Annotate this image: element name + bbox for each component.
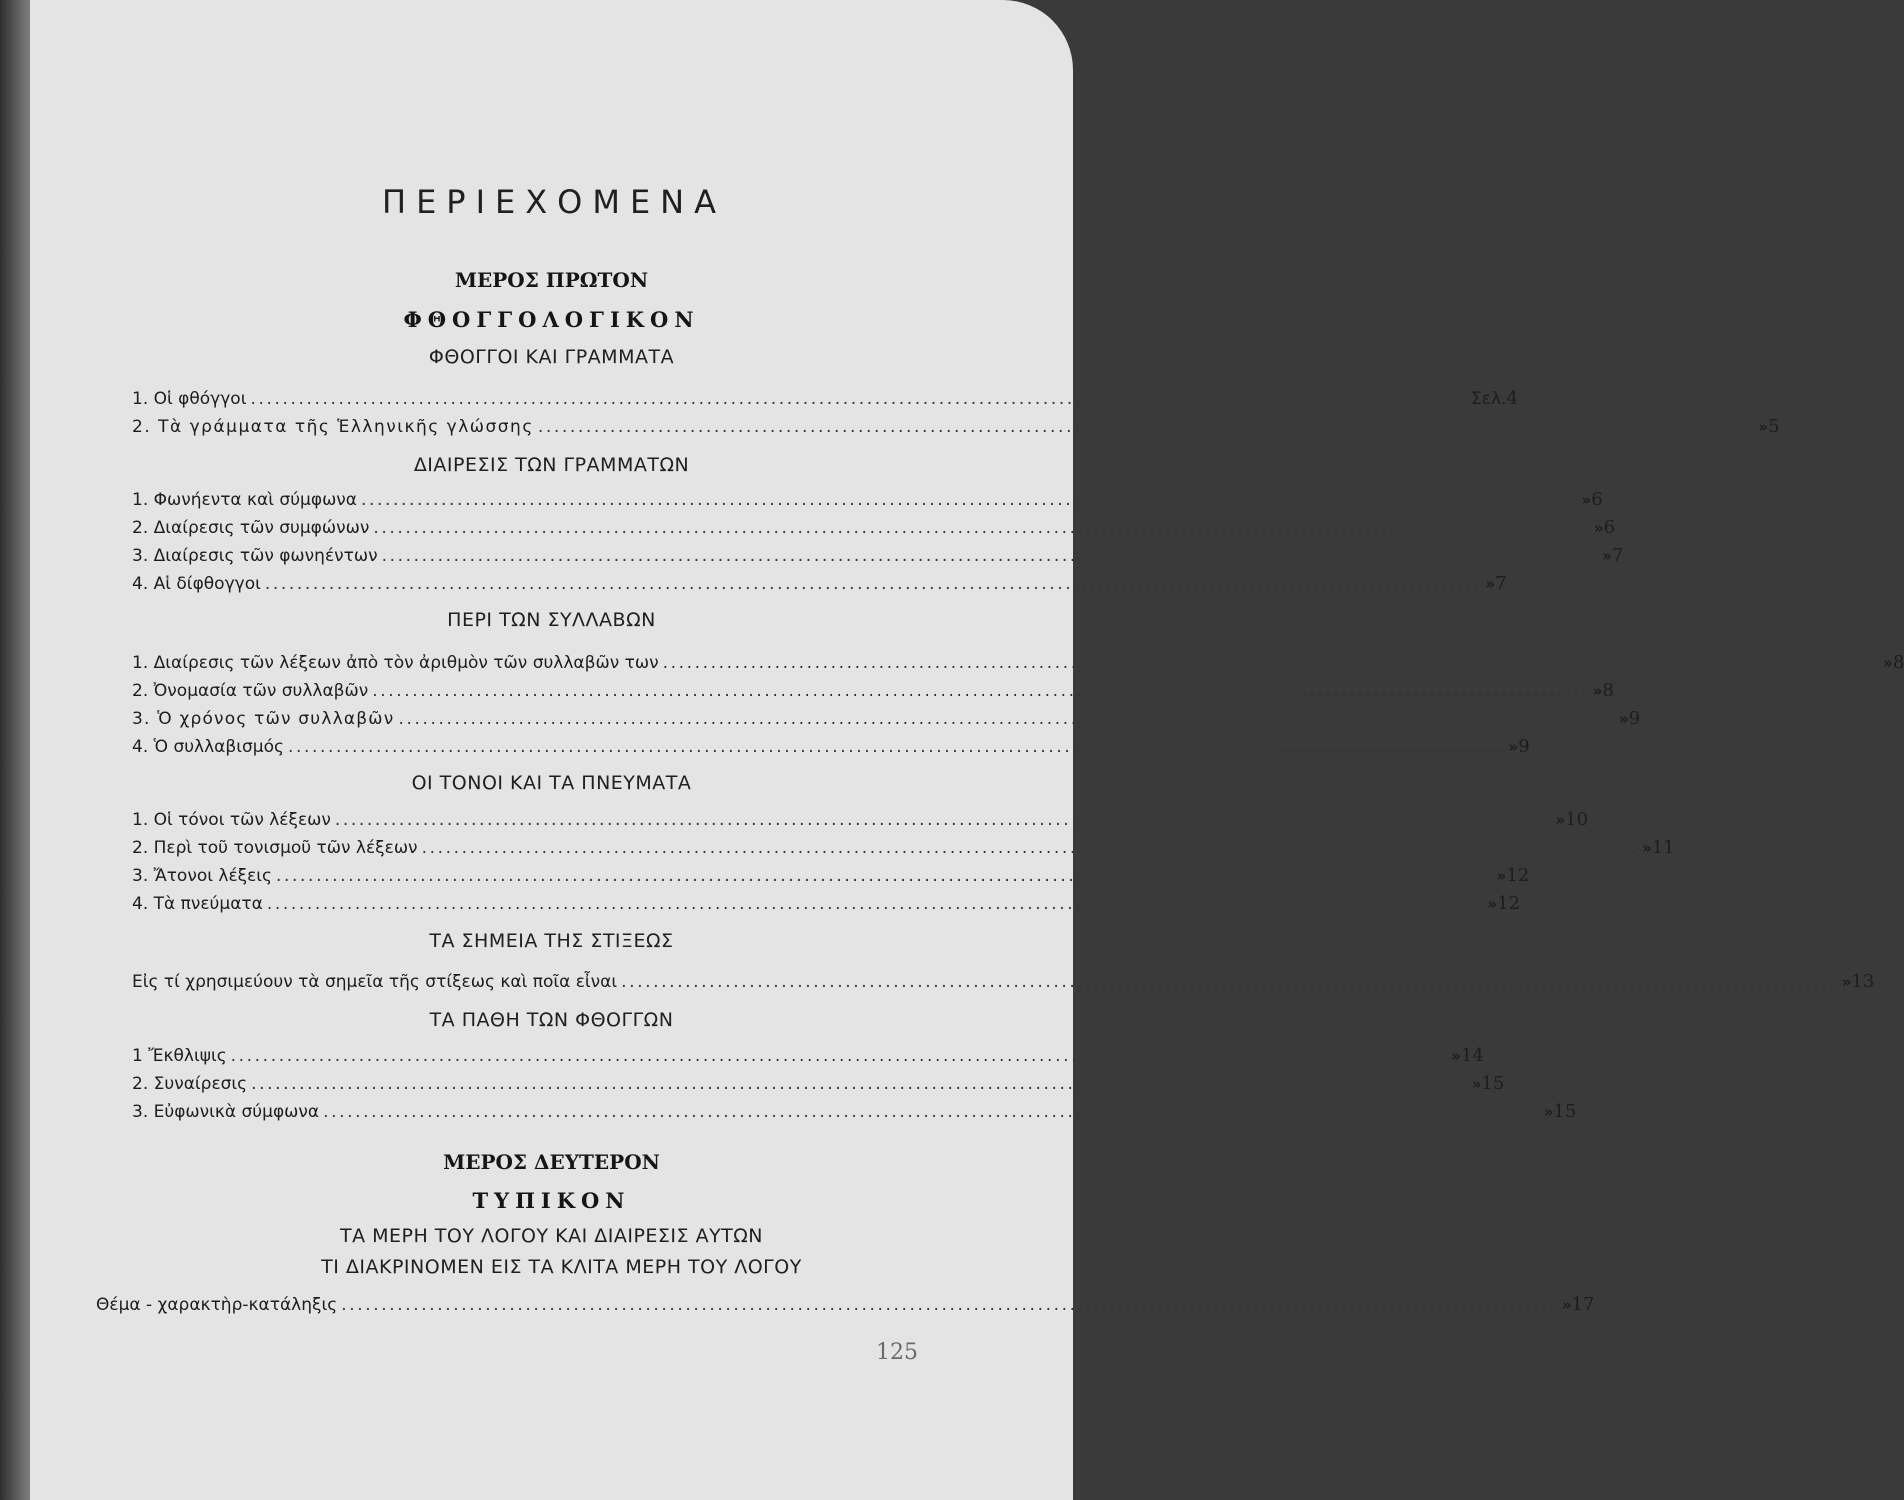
section-heading: ΔΙΑΙΡΕΣΙΣ ΤΩΝ ΓΡΑΜΜΑΤΩΝ <box>413 454 690 476</box>
toc-entry[interactable] <box>132 1071 1505 1097</box>
section-heading-line2: ΤΙ ΔΙΑΚΡΙΝΟΜΕΝ ΕΙΣ ΤΑ ΚΛΙΤΑ ΜΕΡΗ ΤΟΥ ΛΟΓΟΥ <box>321 1256 802 1278</box>
entry-page: 12 <box>1497 893 1521 914</box>
ditto-mark: » <box>1593 519 1604 537</box>
entry-page: 6 <box>1603 517 1616 538</box>
toc-entry[interactable] <box>132 487 1603 513</box>
part-one-subtitle: ΦΘΟΓΓΟΛΟΓΙΚΟΝ <box>403 307 700 332</box>
section-heading: ΦΘΟΓΓΟΙ ΚΑΙ ΓΡΑΜΜΑΤΑ <box>428 346 675 368</box>
page-sheet <box>30 0 1904 1500</box>
ditto-mark: » <box>1592 682 1603 700</box>
entry-title: 2. Διαίρεσις τῶν συμφώνων <box>132 518 370 538</box>
entry-title: 1. Φωνήεντα καὶ σύμφωνα <box>132 490 358 510</box>
ditto-mark: » <box>1508 738 1519 756</box>
entry-title: 4. Αἱ δίφθογγοι <box>132 574 261 594</box>
entry-page: 7 <box>1495 573 1507 594</box>
section-heading: ΠΕΡΙ ΤΩΝ ΣΥΛΛΑΒΩΝ <box>447 609 656 631</box>
entry-title: 3. Ἄτονοι λέξεις <box>132 866 273 886</box>
dot-leader: ........................................................................................................................................................ <box>230 1046 1448 1066</box>
entry-page: 14 <box>1460 1045 1484 1066</box>
entry-page: 8 <box>1602 680 1614 701</box>
part-two-subtitle: ΤΥΠΙΚΟΝ <box>472 1188 631 1213</box>
ditto-mark: » <box>1485 575 1496 593</box>
dot-leader: ........................................................................................................................................................ <box>287 737 1505 757</box>
dot-leader: ........................................................................................................................................................ <box>361 490 1578 510</box>
part-two-label: ΜΕΡΟΣ ΔΕΥΤΕΡΟΝ <box>443 1150 660 1174</box>
toc-entry[interactable] <box>132 969 1875 995</box>
entry-title: 4. Τὰ πνεύματα <box>132 894 263 914</box>
entry-page: 8 <box>1892 652 1904 673</box>
dot-leader: ........................................................................................................................................................ <box>334 810 1552 830</box>
entry-title: 1. Οἱ φθόγγοι <box>132 389 247 409</box>
entry-title: 3. Διαίρεσις τῶν φωνηέντων <box>132 546 378 566</box>
toc-entry[interactable] <box>132 650 1904 676</box>
entry-title: 2. Ὀνομασία τῶν συλλαβῶν <box>132 681 369 701</box>
dot-leader: ........................................................................................................................................................ <box>276 866 1493 886</box>
entry-title: 1 Ἔκθλιψις <box>132 1046 227 1066</box>
ditto-mark: » <box>1619 710 1629 728</box>
entry-title: Εἰς τί χρησιμεύουν τὰ σημεῖα τῆς στίξεως καὶ ποῖα εἶναι <box>132 972 618 992</box>
ditto-mark: » <box>1883 654 1893 672</box>
entry-page: 13 <box>1851 971 1875 992</box>
section-heading: ΤΑ ΣΗΜΕΙΑ ΤΗΣ ΣΤΙΞΕΩΣ <box>429 930 674 952</box>
toc-entry[interactable] <box>132 515 1616 541</box>
entry-page: 9 <box>1628 708 1641 729</box>
ditto-mark: » <box>1496 867 1507 885</box>
dot-leader: ........................................................................................................................................................ <box>398 709 1616 729</box>
dot-leader: ........................................................................................................................................................ <box>381 546 1599 566</box>
entry-page: 10 <box>1565 809 1589 830</box>
ditto-mark: » <box>1841 973 1852 991</box>
entry-page: 11 <box>1651 837 1675 858</box>
ditto-mark: » <box>1555 811 1566 829</box>
toc-entry[interactable] <box>132 543 1624 569</box>
ditto-mark: » <box>1758 418 1769 436</box>
entry-title: 3. Εὐφωνικὰ σύμφωνα <box>132 1102 320 1122</box>
entry-title: 3. Ὁ χρόνος τῶν συλλαβῶν <box>132 709 395 729</box>
toc-entry[interactable] <box>132 678 1614 704</box>
entry-title: 4. Ὁ συλλαβισμός <box>132 737 284 757</box>
dot-leader: ........................................................................................................................................................ <box>372 681 1589 701</box>
entry-title: 2. Τὰ γράμματα τῆς Ἑλληνικῆς γλώσσης <box>132 417 534 437</box>
toc-entry[interactable] <box>132 1043 1484 1069</box>
toc-entry[interactable] <box>132 571 1507 597</box>
toc-entry[interactable] <box>132 414 1780 440</box>
toc-entry[interactable] <box>132 706 1641 732</box>
ditto-mark: » <box>1642 839 1652 857</box>
toc-entry[interactable] <box>132 863 1530 889</box>
toc-entry[interactable] <box>132 891 1521 917</box>
ditto-mark: » <box>1581 491 1592 509</box>
entry-title: 1. Οἱ τόνοι τῶν λέξεων <box>132 810 331 830</box>
dot-leader: ........................................................................................................................................................ <box>266 894 1484 914</box>
entry-title: 1. Διαίρεσις τῶν λέξεων ἀπὸ τὸν ἀριθμὸν τῶν συλλαβῶν των <box>132 653 659 673</box>
dot-leader: ........................................................................................................................................................ <box>250 389 1468 409</box>
toc-entry[interactable] <box>132 734 1530 760</box>
page-abbrev: Σελ. <box>1471 389 1507 409</box>
ditto-mark: » <box>1451 1047 1461 1065</box>
dot-leader: ........................................................................................................................................................ <box>341 1295 1558 1315</box>
dot-leader: ........................................................................................................................................................ <box>264 574 1482 594</box>
page-number: 125 <box>876 1340 918 1365</box>
dot-leader: ........................................................................................................................................................ <box>421 838 1639 858</box>
part-one-label: ΜΕΡΟΣ ΠΡΩΤΟΝ <box>454 268 649 292</box>
ditto-mark: » <box>1543 1103 1554 1121</box>
dot-leader: ........................................................................................................................................................ <box>537 417 1755 437</box>
entry-page: 9 <box>1518 736 1530 757</box>
toc-entry[interactable] <box>132 807 1589 833</box>
toc-entry[interactable] <box>96 1292 1595 1318</box>
dot-leader: ........................................................................................................................................................ <box>621 972 1838 992</box>
entry-page: 4 <box>1506 388 1518 409</box>
toc-entry[interactable] <box>132 835 1675 861</box>
entry-page: 15 <box>1553 1101 1577 1122</box>
toc-entry[interactable] <box>132 386 1518 412</box>
ditto-mark: » <box>1471 1075 1482 1093</box>
entry-page: 12 <box>1506 865 1530 886</box>
dot-leader: ........................................................................................................................................................ <box>662 653 1880 673</box>
entry-title: 2. Περὶ τοῦ τονισμοῦ τῶν λέξεων <box>132 838 418 858</box>
page-title: ΠΕΡΙΕΧΟΜΕΝΑ <box>382 183 726 221</box>
ditto-mark: » <box>1487 895 1498 913</box>
section-heading: ΤΑ ΠΑΘΗ ΤΩΝ ΦΘΟΓΓΩΝ <box>429 1009 674 1031</box>
entry-page: 5 <box>1768 416 1780 437</box>
section-heading: ΟΙ ΤΟΝΟΙ ΚΑΙ ΤΑ ΠΝΕΥΜΑΤΑ <box>411 772 692 794</box>
dot-leader: ........................................................................................................................................................ <box>323 1102 1540 1122</box>
section-heading-line1: ΤΑ ΜΕΡΗ ΤΟΥ ΛΟΓΟΥ ΚΑΙ ΔΙΑΙΡΕΣΙΣ ΑΥΤΩΝ <box>339 1225 764 1247</box>
dot-leader: ........................................................................................................................................................ <box>251 1074 1468 1094</box>
toc-entry[interactable] <box>132 1099 1577 1125</box>
entry-title: 2. Συναίρεσις <box>132 1074 248 1094</box>
entry-page: 6 <box>1591 489 1603 510</box>
entry-title: Θέμα - χαρακτὴρ-κατάληξις <box>96 1295 338 1315</box>
dot-leader: ........................................................................................................................................................ <box>373 518 1590 538</box>
entry-page: 15 <box>1481 1073 1505 1094</box>
ditto-mark: » <box>1561 1296 1572 1314</box>
entry-page: 17 <box>1571 1294 1595 1315</box>
entry-page: 7 <box>1611 545 1624 566</box>
ditto-mark: » <box>1602 547 1612 565</box>
